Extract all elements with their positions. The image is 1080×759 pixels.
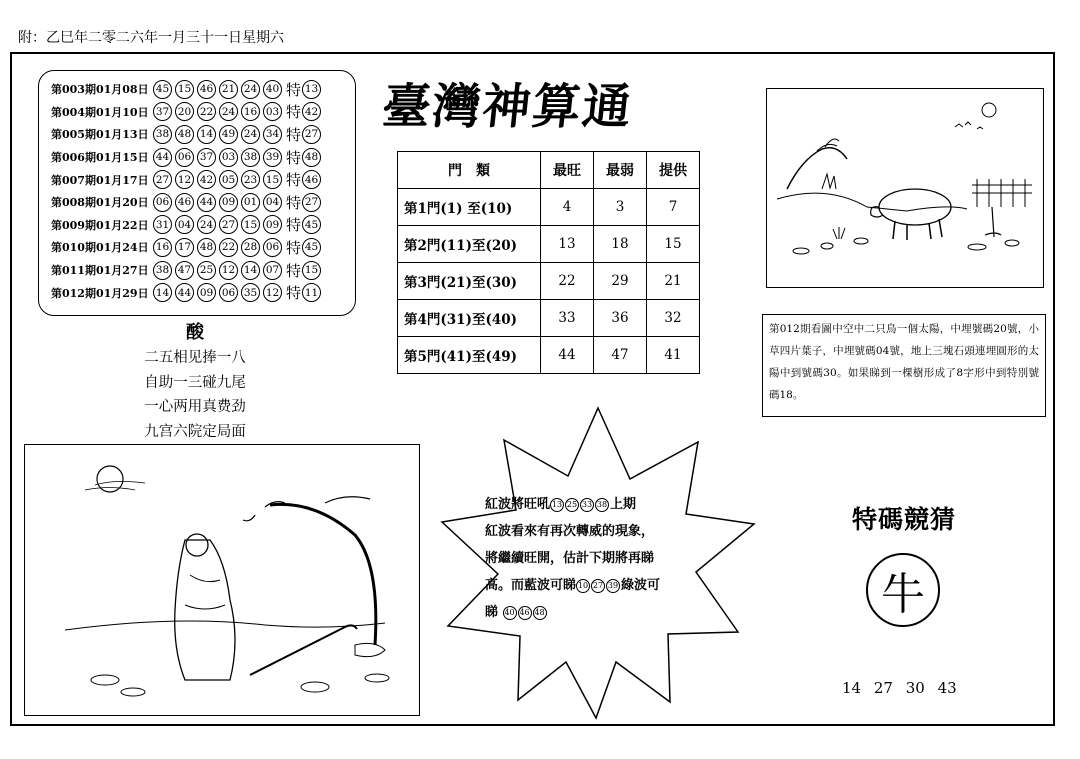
result-ball: 45 [153,80,172,99]
star-line-1 [485,491,697,518]
result-ball: 28 [241,238,260,257]
star-ball: 38 [595,498,609,512]
result-ball: 40 [263,80,282,99]
gate-range: 第3門(21)至(30) [398,263,541,300]
result-ball: 21 [219,80,238,99]
star-line-5-text: 睇 [485,605,499,620]
result-ball: 22 [197,102,216,121]
result-ball: 39 [263,148,282,167]
result-row [51,78,347,101]
gate-range: 第2門(11)至(20) [398,226,541,263]
gates-header: 最弱 [594,152,647,189]
result-ball: 06 [153,193,172,212]
result-ball: 09 [263,215,282,234]
result-ball: 38 [241,148,260,167]
result-ball: 12 [263,283,282,302]
result-ball: 47 [175,261,194,280]
result-ball: 01 [241,193,260,212]
gate-range: 第1門(1) 至(10) [398,189,541,226]
star-line-1-text: 紅波將旺吼 [485,497,551,512]
result-ball: 03 [263,102,282,121]
result-ball: 24 [219,102,238,121]
result-ball: 49 [219,125,238,144]
result-draw-label: 第004期01月10日 [51,105,149,119]
result-ball: 07 [263,261,282,280]
special-ball: 45 [302,215,321,234]
special-marker: 特 [286,103,302,122]
star-balls-blue [576,578,621,593]
result-row [51,236,347,259]
starburst-text [485,491,697,626]
result-ball: 44 [153,148,172,167]
result-ball: 34 [263,125,282,144]
star-line-4 [485,572,697,599]
result-ball: 38 [153,125,172,144]
result-ball: 48 [197,238,216,257]
result-ball: 46 [197,80,216,99]
star-ball: 25 [565,498,579,512]
result-ball: 04 [175,215,194,234]
gate-min: 47 [594,337,647,374]
special-ball: 27 [302,193,321,212]
result-draw-label: 第012期01月29日 [51,286,149,300]
gates-row [398,263,700,300]
result-ball: 09 [219,193,238,212]
star-line-2: 紅波看來有再次轉威的現象， [485,524,655,539]
gate-min: 18 [594,226,647,263]
special-ball: 27 [302,125,321,144]
star-line-3: 將繼續旺開，估計下期將再睇 [485,551,655,566]
special-marker: 特 [286,193,302,212]
star-ball: 13 [550,498,564,512]
star-balls-green [503,605,548,620]
poem-line: 九宫六院定局面 [144,423,246,440]
special-marker: 特 [286,216,302,235]
result-row [51,168,347,191]
special-ball: 42 [302,102,321,121]
result-ball: 35 [241,283,260,302]
pig-illustration [766,88,1044,288]
result-ball: 23 [241,170,260,189]
gates-table [397,151,700,374]
gates-row [398,300,700,337]
result-ball: 24 [241,80,260,99]
result-ball: 15 [175,80,194,99]
monk-scene-drawing [25,445,418,714]
star-balls-red [550,497,610,512]
result-ball: 37 [153,102,172,121]
gates-header: 提供 [647,152,700,189]
result-draw-label: 第003期01月08日 [51,83,149,97]
result-ball: 24 [241,125,260,144]
result-ball: 31 [153,215,172,234]
result-ball: 25 [197,261,216,280]
result-draw-label: 第007期01月17日 [51,173,149,187]
result-ball: 05 [219,170,238,189]
special-marker: 特 [286,148,302,167]
poem [120,320,270,444]
gate-offer: 7 [647,189,700,226]
gate-range: 第4門(31)至(40) [398,300,541,337]
special-marker: 特 [286,284,302,303]
result-ball: 12 [175,170,194,189]
result-ball: 38 [153,261,172,280]
gates-row [398,226,700,263]
star-ball: 33 [580,498,594,512]
star-ball: 10 [576,579,590,593]
gate-max: 22 [541,263,594,300]
gate-min: 29 [594,263,647,300]
gate-offer: 15 [647,226,700,263]
poem-title: 酸 [186,322,204,343]
result-ball: 15 [241,215,260,234]
result-ball: 20 [175,102,194,121]
star-line-4-text: 高。而藍波可睇 [485,578,577,593]
special-ball: 15 [302,261,321,280]
result-row [51,281,347,304]
result-ball: 14 [241,261,260,280]
pig-scene-drawing [767,89,1042,286]
result-ball: 06 [263,238,282,257]
result-draw-label: 第008期01月20日 [51,196,149,210]
poem-line: 一心两用真费劲 [144,399,246,415]
result-ball: 14 [197,125,216,144]
result-ball: 09 [197,283,216,302]
result-draw-label: 第005期01月13日 [51,128,149,142]
header-date: 附：乙巳年二零二六年一月三十一日星期六 [18,30,284,46]
gate-min: 36 [594,300,647,337]
result-draw-label: 第009期01月22日 [51,218,149,232]
gates-header: 最旺 [541,152,594,189]
results-list [38,70,356,316]
star-ball: 40 [503,606,517,620]
special-marker: 特 [286,80,302,99]
gate-max: 13 [541,226,594,263]
result-ball: 48 [175,125,194,144]
result-draw-label: 第006期01月15日 [51,151,149,165]
guess-numbers: 14 27 30 43 [842,679,957,697]
poem-line: 二五相见捧一八 [144,350,246,366]
special-ball: 48 [302,148,321,167]
special-ball: 45 [302,238,321,257]
special-ball: 11 [302,283,321,302]
guess-animal-circle [866,553,940,627]
hint-note: 第012期看圖中空中二只鳥一個太陽，中埋號碼20號，小草四片葉子，中埋號碼04號，地上三塊石頭連埋圓形的太陽中到號碼30。如果睇到一棵樹形成了8字形中到特別號碼18。 [762,314,1046,417]
star-line-4-tail: 綠波可 [621,578,661,593]
guess-animal: 牛 [881,569,925,620]
result-ball: 24 [197,215,216,234]
monk-illustration [24,444,420,716]
special-marker: 特 [286,238,302,257]
gate-offer: 32 [647,300,700,337]
result-row [51,146,347,169]
gate-max: 44 [541,337,594,374]
result-ball: 44 [175,283,194,302]
result-row [51,259,347,282]
result-ball: 06 [175,148,194,167]
result-ball: 12 [219,261,238,280]
result-ball: 04 [263,193,282,212]
star-ball: 48 [533,606,547,620]
star-ball: 39 [606,579,620,593]
result-ball: 14 [153,283,172,302]
results-rows [51,78,347,304]
result-ball: 46 [175,193,194,212]
special-ball: 46 [302,170,321,189]
result-ball: 44 [197,193,216,212]
gate-max: 4 [541,189,594,226]
result-ball: 27 [219,215,238,234]
result-row [51,123,347,146]
special-marker: 特 [286,171,302,190]
gate-range: 第5門(41)至(49) [398,337,541,374]
star-ball: 27 [591,579,605,593]
result-row [51,214,347,237]
result-ball: 15 [263,170,282,189]
result-ball: 42 [197,170,216,189]
result-row [51,101,347,124]
result-ball: 16 [153,238,172,257]
page-title: 臺灣神算通 [379,79,636,135]
gates-header: 門 類 [398,152,541,189]
gate-offer: 21 [647,263,700,300]
special-marker: 特 [286,261,302,280]
star-line-1-tail: 上期 [610,497,637,512]
result-ball: 06 [219,283,238,302]
result-draw-label: 第010期01月24日 [51,241,149,255]
result-ball: 16 [241,102,260,121]
guess-title: 特碼競猜 [852,505,957,534]
result-ball: 37 [197,148,216,167]
gate-max: 33 [541,300,594,337]
gates-row [398,189,700,226]
result-row [51,191,347,214]
poem-line: 自助一三碰九尾 [144,374,246,391]
result-ball: 17 [175,238,194,257]
star-line-5 [485,599,697,626]
gates-row [398,337,700,374]
result-ball: 22 [219,238,238,257]
result-ball: 03 [219,148,238,167]
gates-header-row [398,152,700,189]
gate-min: 3 [594,189,647,226]
result-draw-label: 第011期01月27日 [51,264,149,278]
special-marker: 特 [286,125,302,144]
star-ball: 46 [518,606,532,620]
gate-offer: 41 [647,337,700,374]
special-ball: 13 [302,80,321,99]
result-ball: 27 [153,170,172,189]
